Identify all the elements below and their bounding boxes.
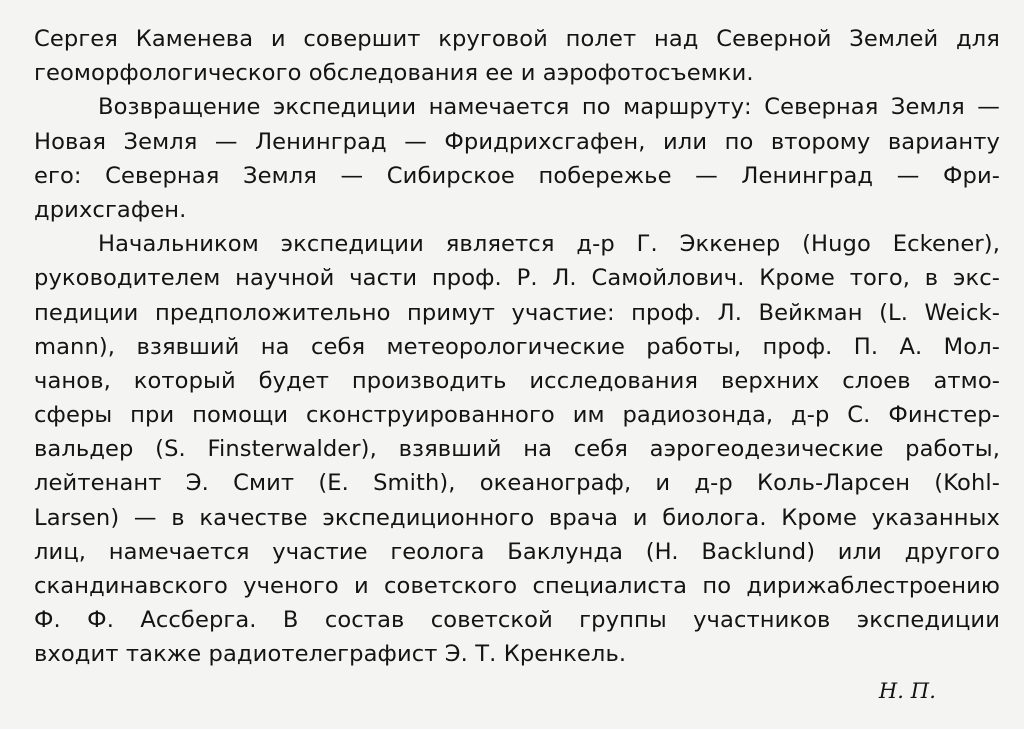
text-line: чанов, который будет производить исследования верхних слоев атмо- xyxy=(34,367,1000,394)
text-line: педиции предположительно примут участие: проф. Л. Вейкман (L. Weick- xyxy=(34,299,1000,326)
text-line: Larsen) — в качестве экспедиционного врача и биолога. Кроме указанных xyxy=(34,504,1000,531)
paragraph-1 xyxy=(34,22,1000,90)
text-line: сферы при помощи сконструированного им радиозонда, д-р С. Финстер- xyxy=(34,402,1000,429)
text-line: входит также радиотелеграфист Э. Т. Кренкель. xyxy=(34,641,627,668)
text-line: Сергея Каменева и совершит круговой полет над Северной Землей для xyxy=(34,26,1000,52)
text-line: лиц, намечается участие геолога Баклунда (H. Backlund) или другого xyxy=(34,538,1000,565)
text-line: Новая Земля — Ленинград — Фридрихсгафен, или по второму варианту xyxy=(34,128,1000,155)
paragraph-2 xyxy=(34,90,1000,227)
text-line: вальдер (S. Finsterwalder), взявший на себя аэрогеодезические работы, xyxy=(34,436,1000,463)
text-line: руководителем научной части проф. Р. Л. Самойлович. Кроме того, в экс- xyxy=(34,265,1000,292)
text-line: скандинавского ученого и советского специалиста по дирижаблестроению xyxy=(34,573,1000,599)
author-initials: Н. П. xyxy=(878,679,936,703)
text-line: дрихсгафен. xyxy=(34,196,187,223)
text-line: mann), взявший на себя метеорологические работы, проф. П. А. Мол- xyxy=(34,333,1000,360)
text-line: Ф. Ф. Ассберга. В состав советской группы участников экспедиции xyxy=(34,607,1000,634)
text-line: лейтенант Э. Смит (E. Smith), океанограф, и д-р Коль-Ларсен (Kohl- xyxy=(34,470,1000,497)
text-line: Начальником экспедиции является д-р Г. Эккенер (Hugo Eckener), xyxy=(98,231,1000,258)
text-line: Возвращение экспедиции намечается по маршруту: Северная Земля — xyxy=(98,94,1000,121)
text-line: геоморфологического обследования ее и аэрофотосъемки. xyxy=(34,60,754,87)
paragraph-3 xyxy=(34,227,1000,671)
text-line: его: Северная Земля — Сибирское побережье — Ленинград — Фри- xyxy=(34,162,1000,189)
